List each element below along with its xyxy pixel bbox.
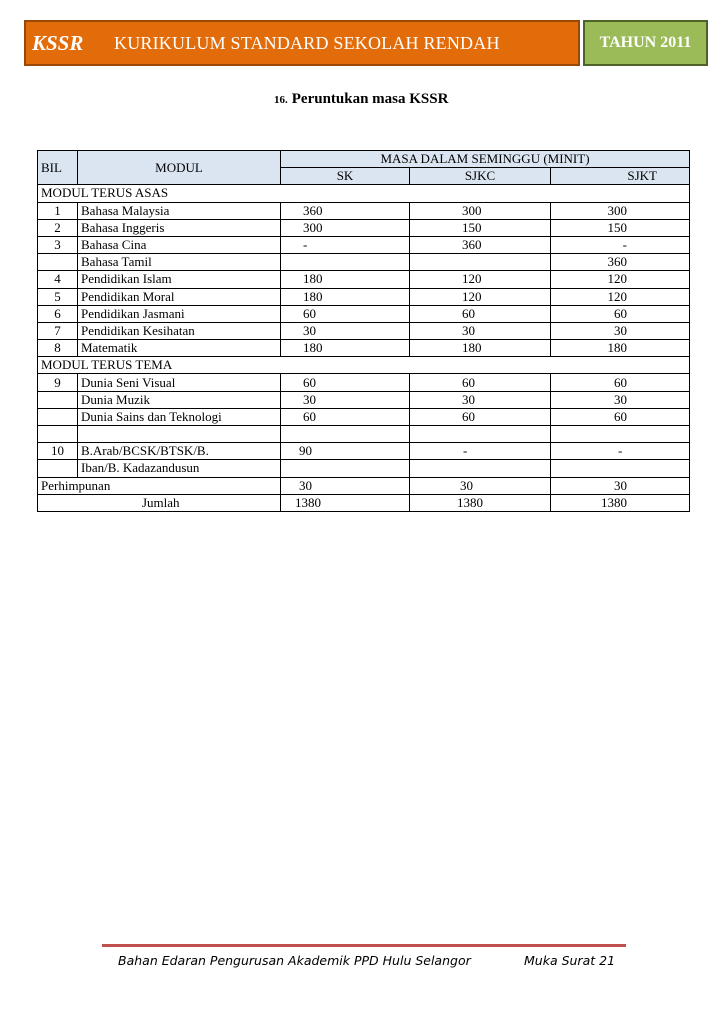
row-bil: 5 <box>38 288 78 305</box>
header-masa: MASA DALAM SEMINGGU (MINIT) <box>281 151 690 168</box>
table-header-row <box>38 151 690 168</box>
row-sk: 180 <box>281 340 410 357</box>
row-bil <box>38 391 78 408</box>
row-modul: Bahasa Malaysia <box>78 202 281 219</box>
row-modul: Pendidikan Moral <box>78 288 281 305</box>
table-row <box>38 340 690 357</box>
row-bil <box>38 408 78 425</box>
row-sjkc: 120 <box>410 271 551 288</box>
row-sjkc: 60 <box>410 374 551 391</box>
header-banner <box>24 20 708 66</box>
section-number: 16. <box>274 94 288 106</box>
row-modul: B.Arab/BCSK/BTSK/B. <box>78 443 281 460</box>
row-modul: Bahasa Cina <box>78 236 281 253</box>
table-row <box>38 322 690 339</box>
row-sk: 60 <box>281 408 410 425</box>
header-sjkc: SJKC <box>410 168 551 185</box>
section-row-asas <box>38 185 690 202</box>
row-modul: Iban/B. Kadazandusun <box>78 460 281 477</box>
row-sjkt: 30 <box>551 322 690 339</box>
section-title <box>274 91 448 108</box>
table-row <box>38 254 690 271</box>
row-modul: Matematik <box>78 340 281 357</box>
row-sjkt: 60 <box>551 374 690 391</box>
row-sk: - <box>281 236 410 253</box>
footer-rule <box>102 944 626 947</box>
row-sk: 180 <box>281 271 410 288</box>
row-sk <box>281 254 410 271</box>
row-bil: 4 <box>38 271 78 288</box>
jumlah-row <box>38 494 690 511</box>
header-modul: MODUL <box>78 151 281 185</box>
row-modul: Pendidikan Islam <box>78 271 281 288</box>
row-sjkt: - <box>551 236 690 253</box>
row-sjkc: 150 <box>410 219 551 236</box>
row-bil: 3 <box>38 236 78 253</box>
perhimpunan-sjkt: 30 <box>551 477 690 494</box>
row-modul: Pendidikan Jasmani <box>78 305 281 322</box>
jumlah-label: Jumlah <box>38 494 281 511</box>
row-sjkc: - <box>410 443 551 460</box>
jumlah-sk: 1380 <box>281 494 410 511</box>
section-tema-label: MODUL TERUS TEMA <box>38 357 690 374</box>
row-sk: 60 <box>281 374 410 391</box>
table-row <box>38 374 690 391</box>
table-row <box>38 408 690 425</box>
row-sjkc: 60 <box>410 408 551 425</box>
banner-title-box <box>24 20 580 66</box>
row-modul: Dunia Muzik <box>78 391 281 408</box>
row-sk: 30 <box>281 322 410 339</box>
row-sjkt: 360 <box>551 254 690 271</box>
jumlah-sjkt: 1380 <box>551 494 690 511</box>
row-sjkt: 300 <box>551 202 690 219</box>
row-sk: 90 <box>281 443 410 460</box>
row-sjkc: 60 <box>410 305 551 322</box>
row-sjkc <box>410 254 551 271</box>
row-bil: 7 <box>38 322 78 339</box>
row-sjkt: 120 <box>551 288 690 305</box>
row-bil: 2 <box>38 219 78 236</box>
row-sk: 60 <box>281 305 410 322</box>
row-sjkc: 360 <box>410 236 551 253</box>
row-sk: 180 <box>281 288 410 305</box>
header-sk: SK <box>281 168 410 185</box>
header-sjkt: SJKT <box>551 168 690 185</box>
table-row <box>38 443 690 460</box>
section-row-tema <box>38 357 690 374</box>
row-modul: Pendidikan Kesihatan <box>78 322 281 339</box>
row-sk: 360 <box>281 202 410 219</box>
table-row <box>38 391 690 408</box>
perhimpunan-label: Perhimpunan <box>38 477 281 494</box>
row-bil: 1 <box>38 202 78 219</box>
row-bil: 9 <box>38 374 78 391</box>
perhimpunan-sjkc: 30 <box>410 477 551 494</box>
perhimpunan-row <box>38 477 690 494</box>
table-row <box>38 202 690 219</box>
row-modul: Dunia Sains dan Teknologi <box>78 408 281 425</box>
footer-text: Bahan Edaran Pengurusan Akademik PPD Hulu Selangor <box>118 953 471 968</box>
row-sjkt: 120 <box>551 271 690 288</box>
brand-label: KSSR <box>32 30 84 55</box>
row-modul: Bahasa Inggeris <box>78 219 281 236</box>
row-sjkt: 60 <box>551 305 690 322</box>
section-asas-label: MODUL TERUS ASAS <box>38 185 690 202</box>
banner-title: KURIKULUM STANDARD SEKOLAH RENDAH <box>114 32 500 53</box>
perhimpunan-sk: 30 <box>281 477 410 494</box>
year-label: TAHUN 2011 <box>599 34 692 51</box>
row-sjkt: 180 <box>551 340 690 357</box>
table-row <box>38 288 690 305</box>
row-sjkc: 120 <box>410 288 551 305</box>
row-sjkc: 30 <box>410 391 551 408</box>
table-row <box>38 219 690 236</box>
table-row <box>38 236 690 253</box>
table-row <box>38 271 690 288</box>
row-bil: 6 <box>38 305 78 322</box>
footer-page-number: Muka Surat 21 <box>524 953 616 968</box>
jumlah-sjkc: 1380 <box>410 494 551 511</box>
row-sjkc: 30 <box>410 322 551 339</box>
row-sjkt: 60 <box>551 408 690 425</box>
row-bil: 8 <box>38 340 78 357</box>
row-bil: 10 <box>38 443 78 460</box>
row-sk: 300 <box>281 219 410 236</box>
row-sjkc: 180 <box>410 340 551 357</box>
row-modul: Dunia Seni Visual <box>78 374 281 391</box>
banner-year-box <box>583 20 708 66</box>
table-row <box>38 460 690 477</box>
row-modul: Bahasa Tamil <box>78 254 281 271</box>
row-bil <box>38 254 78 271</box>
row-sjkt: 30 <box>551 391 690 408</box>
table-row <box>38 305 690 322</box>
header-bil: BIL <box>38 151 78 185</box>
row-sjkt: - <box>551 443 690 460</box>
row-sk: 30 <box>281 391 410 408</box>
time-allocation-table <box>37 150 690 512</box>
table-row-spacer <box>38 426 690 443</box>
row-sjkc: 300 <box>410 202 551 219</box>
section-title-text: Peruntukan masa KSSR <box>291 91 449 107</box>
row-sjkt: 150 <box>551 219 690 236</box>
